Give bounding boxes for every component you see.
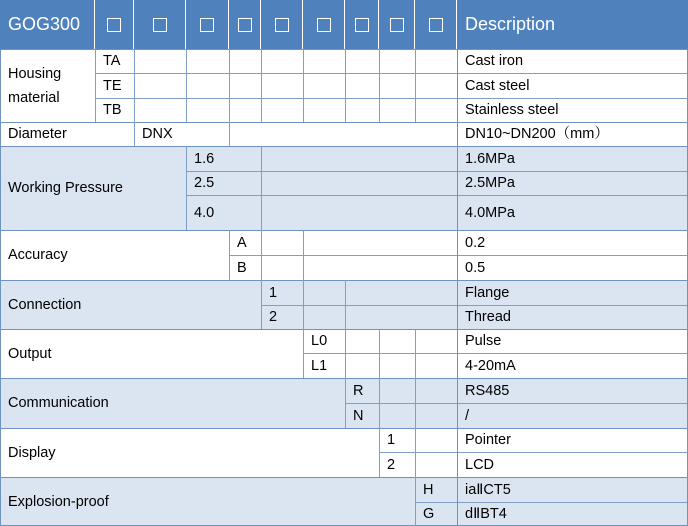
accuracy-code-0: A xyxy=(237,234,247,251)
section-label-communication: Communication xyxy=(8,395,109,411)
grid-col-line xyxy=(261,280,262,329)
grid-col-line xyxy=(415,329,416,378)
grid-col-line xyxy=(379,428,380,477)
grid-col-line xyxy=(415,49,416,122)
grid-col-line xyxy=(186,146,187,230)
grid-col-line xyxy=(186,49,187,122)
grid-col-line xyxy=(379,329,380,378)
header-code-slot-2 xyxy=(134,0,186,49)
accuracy-desc-1: 0.5 xyxy=(465,259,486,276)
grid-row-line xyxy=(95,98,688,99)
output-desc-0: Pulse xyxy=(465,333,502,349)
explosion-proof-desc-1: dⅡBT4 xyxy=(465,506,507,522)
output-code-1: L1 xyxy=(311,357,328,374)
code-slot-box-icon xyxy=(107,18,121,32)
grid-col-line xyxy=(134,49,135,122)
section-label-connection: Connection xyxy=(8,296,82,313)
header-code-slot-5 xyxy=(261,0,303,49)
grid-row-line xyxy=(0,280,688,281)
grid-row-line xyxy=(379,452,688,453)
code-slot-box-icon xyxy=(390,18,404,32)
grid-col-line xyxy=(261,230,262,280)
housing-code-ta: TA xyxy=(103,53,121,69)
housing-desc-1: Cast steel xyxy=(465,77,530,94)
grid-col-line xyxy=(261,49,262,122)
grid-row-line xyxy=(261,305,688,306)
grid-row-line xyxy=(0,378,688,379)
grid-row-line xyxy=(0,122,688,123)
header-description-cell xyxy=(457,0,688,49)
communication-code-1: N xyxy=(353,407,364,424)
diameter-code: DNX xyxy=(142,126,173,142)
section-label-explosion-proof: Explosion-proof xyxy=(8,493,109,510)
header-code-slot-3 xyxy=(186,0,229,49)
working-pressure-desc-0: 1.6MPa xyxy=(465,150,515,167)
grid-row-line xyxy=(0,146,688,147)
working-pressure-code-1: 2.5 xyxy=(194,175,215,191)
grid-col-line xyxy=(229,122,230,146)
header-code-slot-4 xyxy=(229,0,261,49)
grid-col-line xyxy=(345,329,346,378)
working-pressure-desc-1: 2.5MPa xyxy=(465,175,515,191)
grid-col-line xyxy=(345,49,346,122)
grid-row-line xyxy=(415,502,688,503)
grid-col-line xyxy=(457,477,458,526)
section-label-working-pressure: Working Pressure xyxy=(8,180,123,196)
grid-border-left xyxy=(0,49,1,526)
output-desc-1: 4-20mA xyxy=(465,357,516,374)
housing-code-tb: TB xyxy=(103,102,122,118)
code-slot-box-icon xyxy=(317,18,331,32)
header-code-slot-9 xyxy=(415,0,457,49)
connection-desc-1: Thread xyxy=(465,309,511,325)
communication-desc-1: / xyxy=(465,407,470,424)
grid-col-line xyxy=(95,49,96,122)
grid-row-line xyxy=(0,329,688,330)
grid-row-line xyxy=(345,403,688,404)
grid-col-line xyxy=(261,146,262,230)
header-description-label: Description xyxy=(465,14,556,34)
grid-col-line xyxy=(415,378,416,428)
working-pressure-code-0: 1.6 xyxy=(194,150,215,167)
grid-col-line xyxy=(303,280,304,329)
code-slot-box-icon xyxy=(275,18,289,32)
explosion-proof-code-1: G xyxy=(423,506,435,522)
section-label-housing-line2: material xyxy=(8,89,60,106)
code-slot-box-icon xyxy=(153,18,167,32)
grid-col-line xyxy=(457,329,458,378)
grid-col-line xyxy=(457,146,458,230)
grid-col-line xyxy=(457,428,458,477)
grid-col-line xyxy=(303,329,304,378)
grid-col-line xyxy=(345,378,346,428)
accuracy-code-1: B xyxy=(237,259,247,276)
grid-col-line xyxy=(134,122,135,146)
working-pressure-desc-2: 4.0MPa xyxy=(465,204,515,221)
grid-col-line xyxy=(457,49,458,122)
grid-col-line xyxy=(457,378,458,428)
grid-col-line xyxy=(457,230,458,280)
housing-desc-0: Cast iron xyxy=(465,53,524,69)
section-label-diameter: Diameter xyxy=(8,126,67,142)
header-code-slot-1 xyxy=(95,0,134,49)
grid-col-line xyxy=(457,122,458,146)
housing-code-te: TE xyxy=(103,77,122,94)
grid-row-line xyxy=(0,49,688,50)
grid-row-line xyxy=(0,230,688,231)
section-label-output: Output xyxy=(8,345,52,362)
grid-row-line xyxy=(303,353,688,354)
display-code-1: 2 xyxy=(387,456,396,473)
grid-col-line xyxy=(457,280,458,329)
housing-desc-2: Stainless steel xyxy=(465,102,559,118)
grid-col-line xyxy=(303,230,304,280)
section-label-accuracy: Accuracy xyxy=(8,247,68,263)
display-desc-1: LCD xyxy=(465,456,495,473)
grid-row-line xyxy=(229,255,688,256)
header-code-slot-8 xyxy=(379,0,415,49)
grid-col-line xyxy=(229,230,230,280)
header-code-slot-7 xyxy=(345,0,379,49)
connection-desc-0: Flange xyxy=(465,284,510,301)
working-pressure-code-2: 4.0 xyxy=(194,204,215,221)
communication-code-0: R xyxy=(353,382,364,399)
grid-col-line xyxy=(379,49,380,122)
explosion-proof-desc-0: iaⅡCT5 xyxy=(465,481,511,498)
output-code-0: L0 xyxy=(311,333,328,349)
section-label-housing-line1: Housing xyxy=(8,65,62,82)
communication-desc-0: RS485 xyxy=(465,382,510,399)
display-code-0: 1 xyxy=(387,432,396,448)
code-slot-box-icon xyxy=(429,18,443,32)
grid-row-line xyxy=(0,428,688,429)
diameter-desc: DN10~DN200（mm） xyxy=(465,126,609,142)
grid-col-line xyxy=(415,428,416,477)
grid-row-line xyxy=(0,477,688,478)
display-desc-0: Pointer xyxy=(465,432,511,448)
code-slot-box-icon xyxy=(238,18,252,32)
grid-col-line xyxy=(303,49,304,122)
code-slot-box-icon xyxy=(200,18,214,32)
grid-col-line xyxy=(379,378,380,428)
grid-col-line xyxy=(415,477,416,526)
header-model-code: GOG300 xyxy=(8,14,81,34)
explosion-proof-code-0: H xyxy=(423,481,434,498)
connection-code-0: 1 xyxy=(269,284,278,301)
grid-row-line xyxy=(95,73,688,74)
header-model-cell xyxy=(0,0,95,49)
grid-col-line xyxy=(229,49,230,122)
connection-code-1: 2 xyxy=(269,309,278,325)
code-slot-box-icon xyxy=(355,18,369,32)
accuracy-desc-0: 0.2 xyxy=(465,234,486,251)
grid-col-line xyxy=(345,280,346,329)
section-label-display: Display xyxy=(8,444,56,461)
header-code-slot-6 xyxy=(303,0,345,49)
